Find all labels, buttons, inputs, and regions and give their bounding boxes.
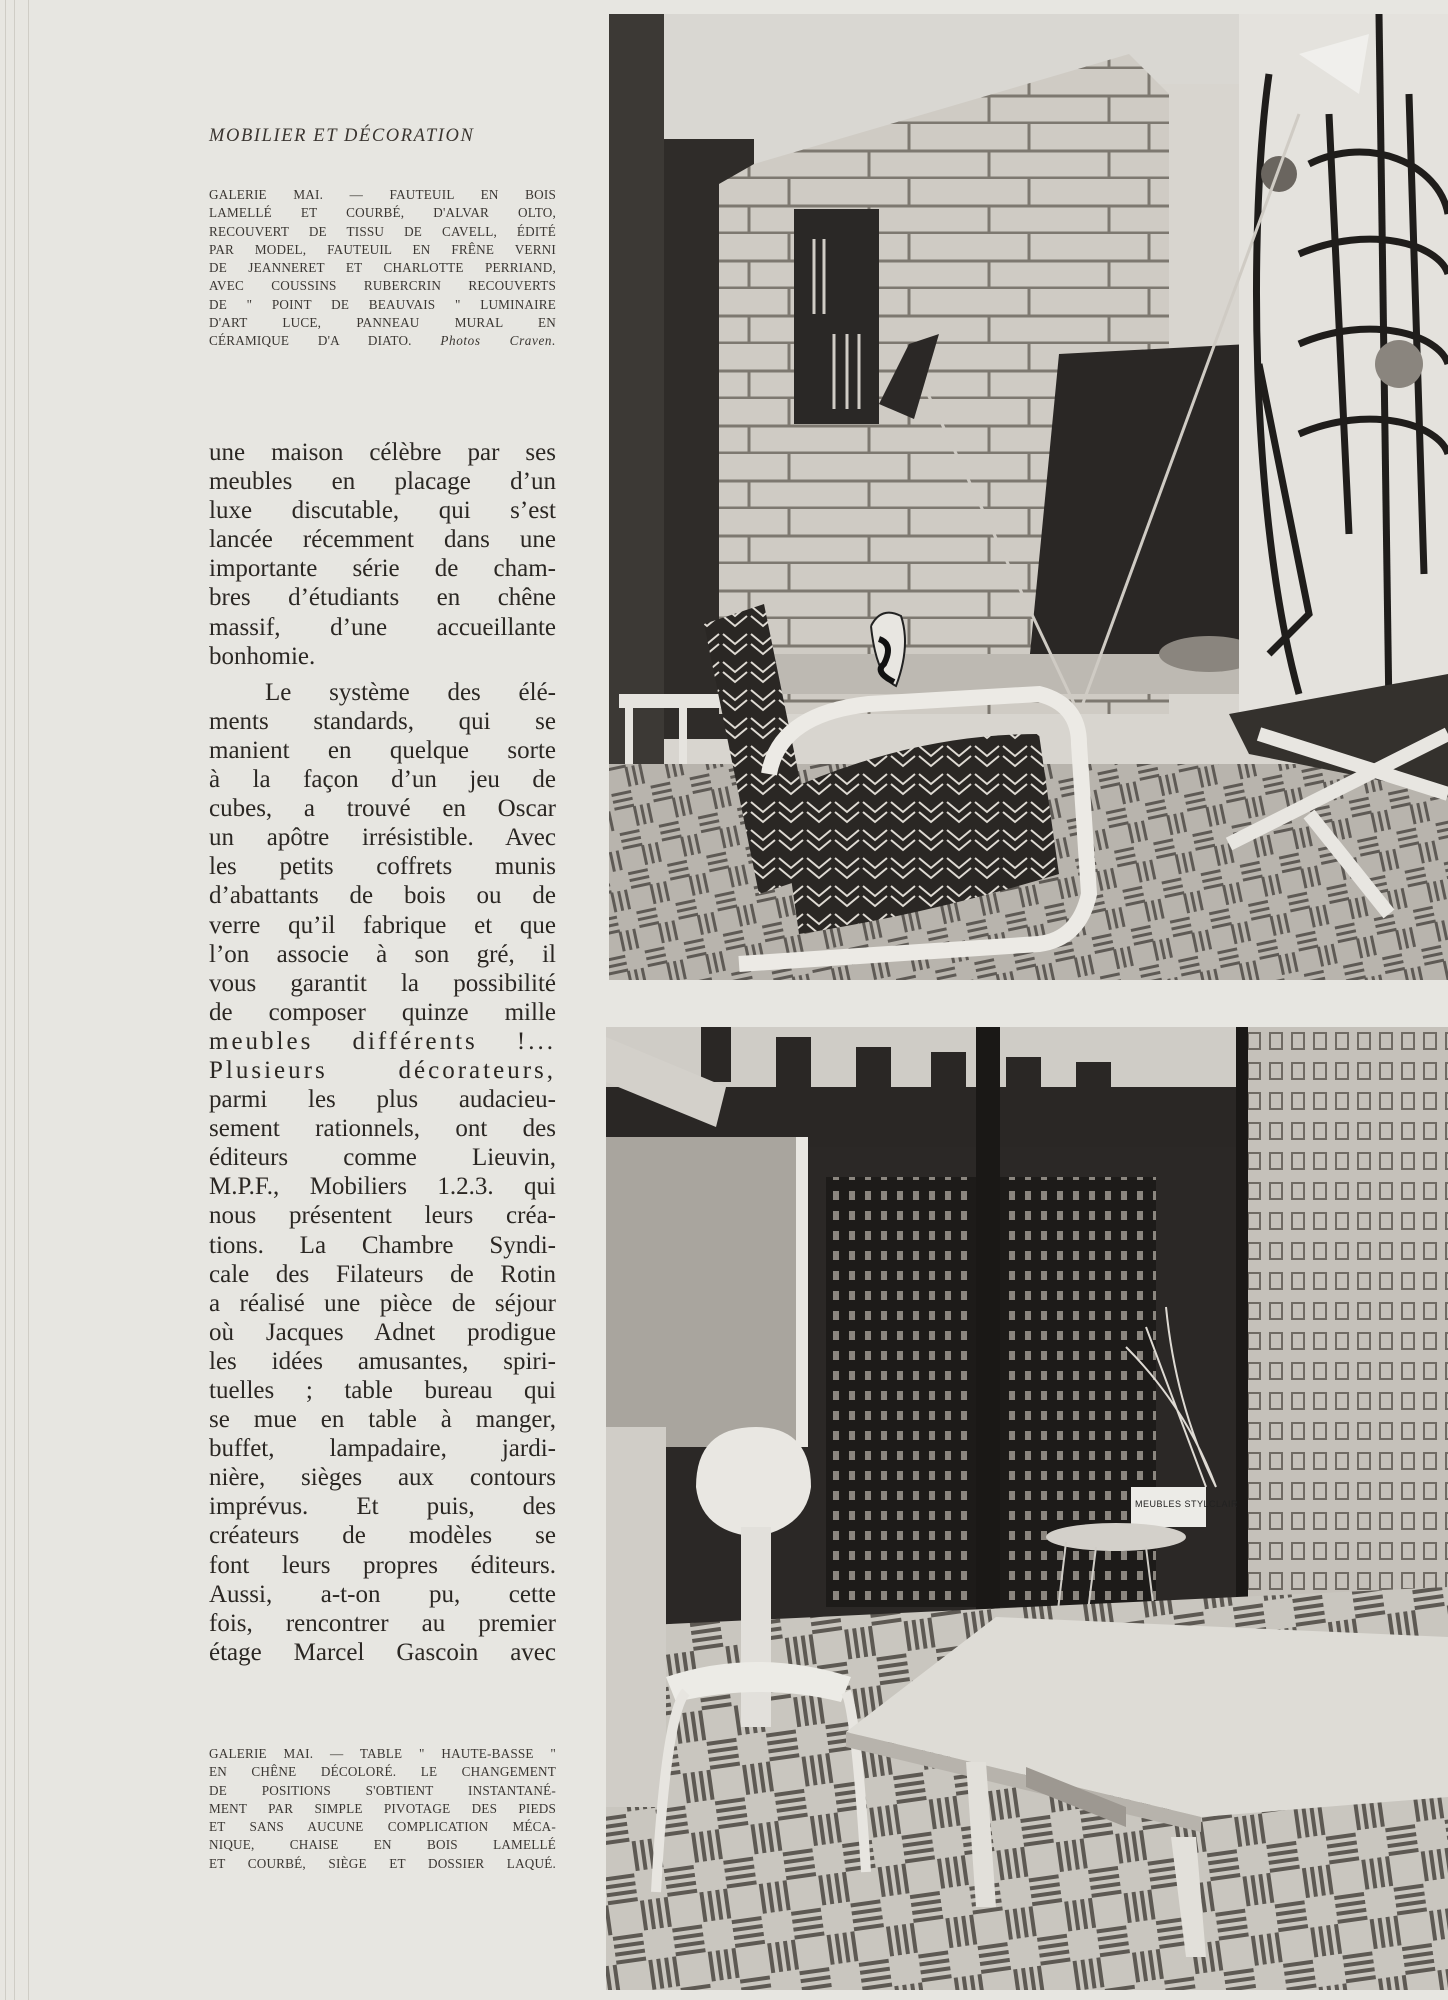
body-line: meubles en placage d’un xyxy=(209,468,556,496)
page-edge-line xyxy=(5,0,6,2000)
page-edge-line xyxy=(28,0,29,2000)
body-line: lancée récemment dans une xyxy=(209,526,556,554)
caption-line: PAR MODEL, FAUTEUIL EN FRÊNE VERNI xyxy=(209,241,556,257)
caption-bottom xyxy=(209,1745,556,1873)
sign-text: MEUBLES STYLCLAIR xyxy=(1135,1499,1239,1509)
body-line: a réalisé une pièce de séjour xyxy=(209,1289,556,1317)
body-line: luxe discutable, qui s’est xyxy=(209,497,556,525)
caption-line: ET SANS AUCUNE COMPLICATION MÉCA- xyxy=(209,1819,556,1835)
caption-line: MENT PAR SIMPLE PIVOTAGE DES PIEDS xyxy=(209,1800,556,1816)
body-line: étage Marcel Gascoin avec xyxy=(209,1638,556,1666)
body-line: imprévus. Et puis, des xyxy=(209,1493,556,1521)
body-line: nière, sièges aux contours xyxy=(209,1464,556,1492)
body-line: ments standards, qui se xyxy=(209,707,556,735)
caption-line: DE " POINT DE BEAUVAIS " LUMINAIRE xyxy=(209,296,556,312)
body-line: à la façon d’un jeu de xyxy=(209,766,556,794)
body-line: où Jacques Adnet prodigue xyxy=(209,1318,556,1346)
body-line: bres d’étudiants en chêne xyxy=(209,584,556,612)
caption-line: NIQUE, CHAISE EN BOIS LAMELLÉ xyxy=(209,1837,556,1853)
body-line: massif, d’une accueillante xyxy=(209,613,556,641)
photo-credit: Photos Craven. xyxy=(440,333,556,349)
body-line: se mue en table à manger, xyxy=(209,1406,556,1434)
body-line: cubes, a trouvé en Oscar xyxy=(209,795,556,823)
body-line: Le système des élé- xyxy=(265,678,556,706)
body-line: fois, rencontrer au premier xyxy=(209,1609,556,1637)
body-line: sement rationnels, ont des xyxy=(209,1115,556,1143)
body-line: les idées amusantes, spiri- xyxy=(209,1347,556,1375)
article-body xyxy=(209,438,556,1667)
page-edge-line xyxy=(14,0,15,2000)
body-line: M.P.F., Mobiliers 1.2.3. qui xyxy=(209,1173,556,1201)
caption-line: DE JEANNERET ET CHARLOTTE PERRIAND, xyxy=(209,260,556,276)
body-line: tuelles ; table bureau qui xyxy=(209,1377,556,1404)
caption-line: RECOUVERT DE TISSU DE CAVELL, ÉDITÉ xyxy=(209,223,556,239)
body-line: meubles différents !... xyxy=(209,1027,556,1055)
caption-line: D'ART LUCE, PANNEAU MURAL EN xyxy=(209,315,556,331)
photo-illustration xyxy=(609,14,1448,980)
caption-line: GALERIE MAI. — FAUTEUIL EN BOIS xyxy=(209,187,556,202)
body-line: les petits coffrets munis xyxy=(209,853,556,881)
body-line: verre qu’il fabrique et que xyxy=(209,911,556,939)
body-line: Aussi, a-t-on pu, cette xyxy=(209,1580,556,1608)
body-line: cale des Filateurs de Rotin xyxy=(209,1260,556,1288)
body-line: bonhomie. xyxy=(209,642,316,670)
caption-line: EN CHÊNE DÉCOLORÉ. LE CHANGEMENT xyxy=(209,1764,556,1780)
body-line: buffet, lampadaire, jardi- xyxy=(209,1435,556,1463)
caption-line: DE POSITIONS S'OBTIENT INSTANTANÉ- xyxy=(209,1782,556,1798)
caption-line-last xyxy=(209,332,556,350)
section-title: MOBILIER ET DÉCORATION xyxy=(209,126,475,146)
body-line: d’abattants de bois ou de xyxy=(209,882,556,910)
paragraph-2 xyxy=(209,678,556,1667)
body-line: un apôtre irrésistible. Avec xyxy=(209,824,556,852)
body-line: nous présentent leurs créa- xyxy=(209,1202,556,1230)
caption-line: GALERIE MAI. — TABLE " HAUTE-BASSE " xyxy=(209,1746,556,1761)
caption-line: AVEC COUSSINS RUBERCRIN RECOUVERTS xyxy=(209,278,556,294)
body-line: font leurs propres éditeurs. xyxy=(209,1551,556,1579)
body-line: l’on associe à son gré, il xyxy=(209,940,556,968)
body-line: de composer quinze mille xyxy=(209,998,556,1026)
body-line: une maison célèbre par ses xyxy=(209,439,556,466)
body-line: éditeurs comme Lieuvin, xyxy=(209,1144,556,1172)
body-line: importante série de cham- xyxy=(209,555,556,583)
body-line: parmi les plus audacieu- xyxy=(209,1086,556,1114)
caption-line: ET COURBÉ, SIÈGE ET DOSSIER LAQUÉ. xyxy=(209,1855,556,1871)
caption-text: CÉRAMIQUE D'A DIATO. xyxy=(209,333,412,349)
photo-table-chair xyxy=(606,1027,1448,1990)
body-line: Plusieurs décorateurs, xyxy=(209,1056,556,1084)
body-line: créateurs de modèles se xyxy=(209,1522,556,1550)
body-line: tions. La Chambre Syndi- xyxy=(209,1231,556,1259)
body-line: vous garantit la possibilité xyxy=(209,969,556,997)
photo-armchairs-fireplace xyxy=(609,14,1448,980)
caption-top xyxy=(209,186,556,351)
photo-illustration xyxy=(606,1027,1448,1990)
caption-line: LAMELLÉ ET COURBÉ, D'ALVAR OLTO, xyxy=(209,205,556,221)
paragraph-1 xyxy=(209,438,556,671)
body-line: manient en quelque sorte xyxy=(209,736,556,764)
